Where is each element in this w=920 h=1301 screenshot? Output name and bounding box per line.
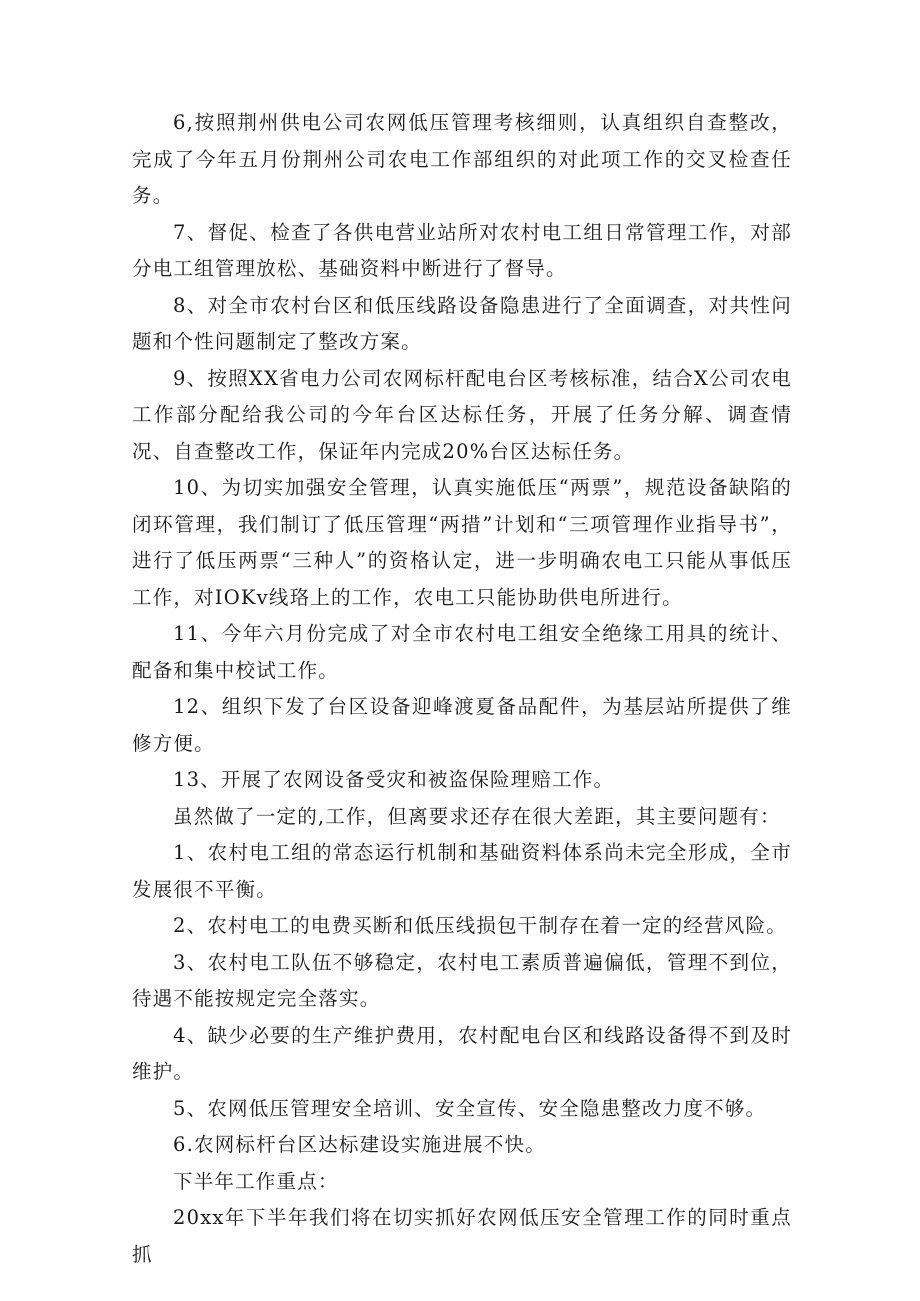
paragraph-item-13-insurance: 13、开展了农网设备受灾和被盗保险理赔工作。 bbox=[173, 768, 615, 791]
document-body bbox=[132, 105, 792, 1273]
paragraph-item-12-spares: 12、组织下发了台区设备迎峰渡夏备品配件，为基层站所提供了维修方便。 bbox=[132, 695, 792, 755]
paragraph-item-9-benchmark: 9、按照XX省电力公司农网标杆配电台区考核标准，结合X公司农电工作部分配给我公司的今年台区达标任务，开展了任务分解、调查情况、自查整改工作，保证年内完成20%台区达标任务。 bbox=[132, 366, 792, 463]
paragraph-item-10-safety: 10、为切实加强安全管理，认真实施低压“两票”，规范设备缺陷的闭环管理，我们制订了低压管理“两措”计划和“三项管理作业指导书”，进行了低压两票“三种人”的资格认定，进一步明确农电工只能从事低压工作，对IOKv线珞上的工作，农电工只能协助供电所进行。 bbox=[132, 476, 792, 609]
problem-item-1: 1、农村电工组的常态运行机制和基础资料体系尚未完全形成，全市发展很不平衡。 bbox=[132, 841, 792, 901]
problem-item-6: 6.农网标杆台区达标建设实施进展不快。 bbox=[173, 1133, 546, 1156]
second-half-plan-paragraph: 20xx年下半年我们将在切实抓好农网低压安全管理工作的同时重点抓 bbox=[132, 1206, 792, 1266]
problem-item-4: 4、缺少必要的生产维护费用，农村配电台区和线路设备得不到及时维护。 bbox=[132, 1023, 792, 1083]
problems-intro: 虽然做了一定的,工作，但离要求还存在很大差距，其主要问题有： bbox=[173, 804, 781, 828]
paragraph-item-7-supervision: 7、督促、检查了各供电营业站所对农村电工组日常管理工作，对部分电工组管理放松、基础资料中断进行了督导。 bbox=[132, 220, 792, 280]
paragraph-item-6-inspection: 6,按照荆州供电公司农网低压管理考核细则，认真组织自查整改，完成了今年五月份荆州公司农电工作部组织的对此项工作的交叉检查任务。 bbox=[132, 111, 792, 207]
problem-item-3: 3、农村电工队伍不够稳定，农村电工素质普遍偏低，管理不到位，待遇不能按规定完全落实。 bbox=[132, 950, 792, 1010]
section-heading-second-half: 下半年工作重点： bbox=[173, 1169, 339, 1193]
paragraph-item-11-tools: 11、今年六月份完成了对全市农村电工组安全绝缘工用具的统计、配备和集中校试工作。 bbox=[132, 622, 792, 682]
problem-item-2: 2、农村电工的电费买断和低压线损包干制存在着一定的经营风险。 bbox=[173, 914, 787, 937]
problem-item-5: 5、农网低压管理安全培训、安全宣传、安全隐患整改力度不够。 bbox=[173, 1096, 767, 1120]
paragraph-item-8-survey: 8、对全市农村台区和低压线路设备隐患进行了全面调查，对共性问题和个性问题制定了整改方案。 bbox=[132, 293, 792, 353]
